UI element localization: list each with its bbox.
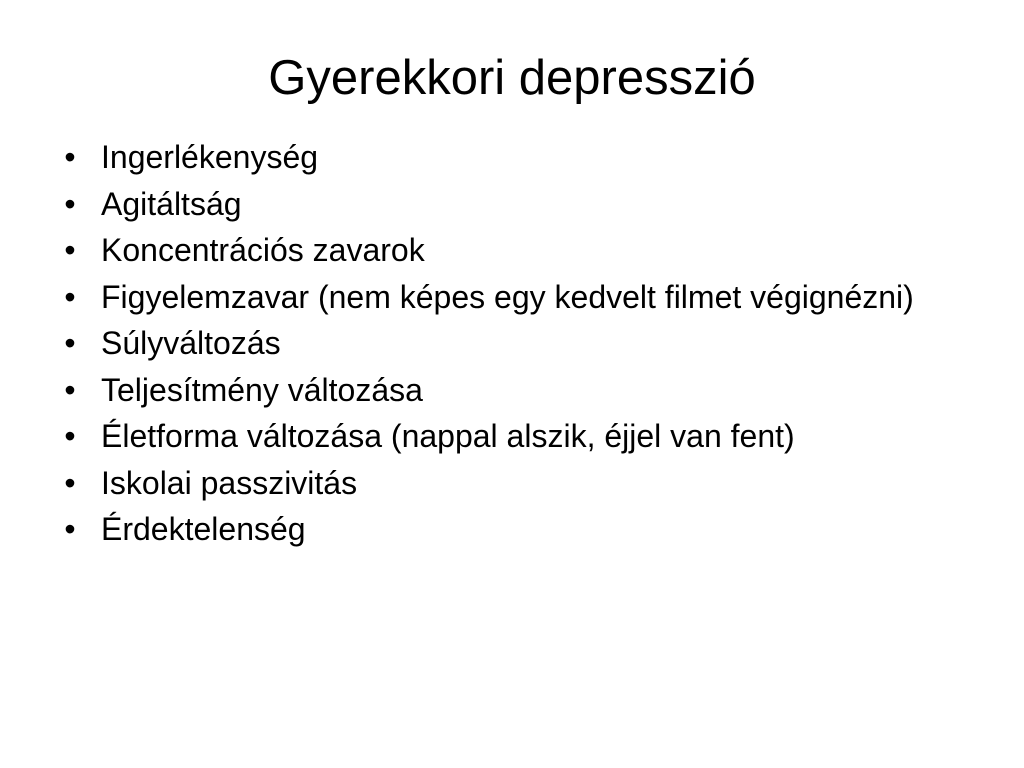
bullet-text: Figyelemzavar (nem képes egy kedvelt filmet végignézni) bbox=[101, 278, 914, 315]
bullet-icon: • bbox=[64, 371, 76, 408]
slide-title: Gyerekkori depresszió bbox=[268, 51, 756, 105]
bullet-text: Életforma változása (nappal alszik, éjjel van fent) bbox=[101, 418, 795, 454]
bullet-icon: • bbox=[64, 418, 76, 454]
bullet-text: Teljesítmény változása bbox=[101, 371, 423, 408]
bullet-icon: • bbox=[64, 185, 76, 222]
bullet-text: Agitáltság bbox=[101, 185, 242, 222]
bullet-item bbox=[60, 464, 960, 501]
bullet-icon: • bbox=[64, 278, 76, 315]
bullet-icon: • bbox=[64, 139, 76, 175]
bullet-item bbox=[60, 234, 960, 266]
bullet-item bbox=[60, 420, 960, 452]
bullet-item bbox=[60, 327, 960, 359]
bullet-item bbox=[60, 141, 960, 173]
bullet-text: Súlyváltozás bbox=[101, 325, 281, 361]
bullet-list bbox=[60, 141, 960, 560]
bullet-text: Ingerlékenység bbox=[101, 139, 319, 175]
bullet-item bbox=[60, 371, 960, 408]
bullet-item bbox=[60, 185, 960, 222]
bullet-icon: • bbox=[64, 464, 76, 501]
bullet-item bbox=[60, 278, 960, 315]
bullet-text: Érdektelenség bbox=[101, 511, 306, 547]
bullet-icon: • bbox=[64, 325, 76, 361]
bullet-item bbox=[60, 513, 960, 545]
bullet-text: Koncentrációs zavarok bbox=[101, 232, 425, 268]
bullet-icon: • bbox=[64, 511, 76, 547]
bullet-icon: • bbox=[64, 232, 76, 268]
bullet-text: Iskolai passzivitás bbox=[101, 464, 358, 501]
